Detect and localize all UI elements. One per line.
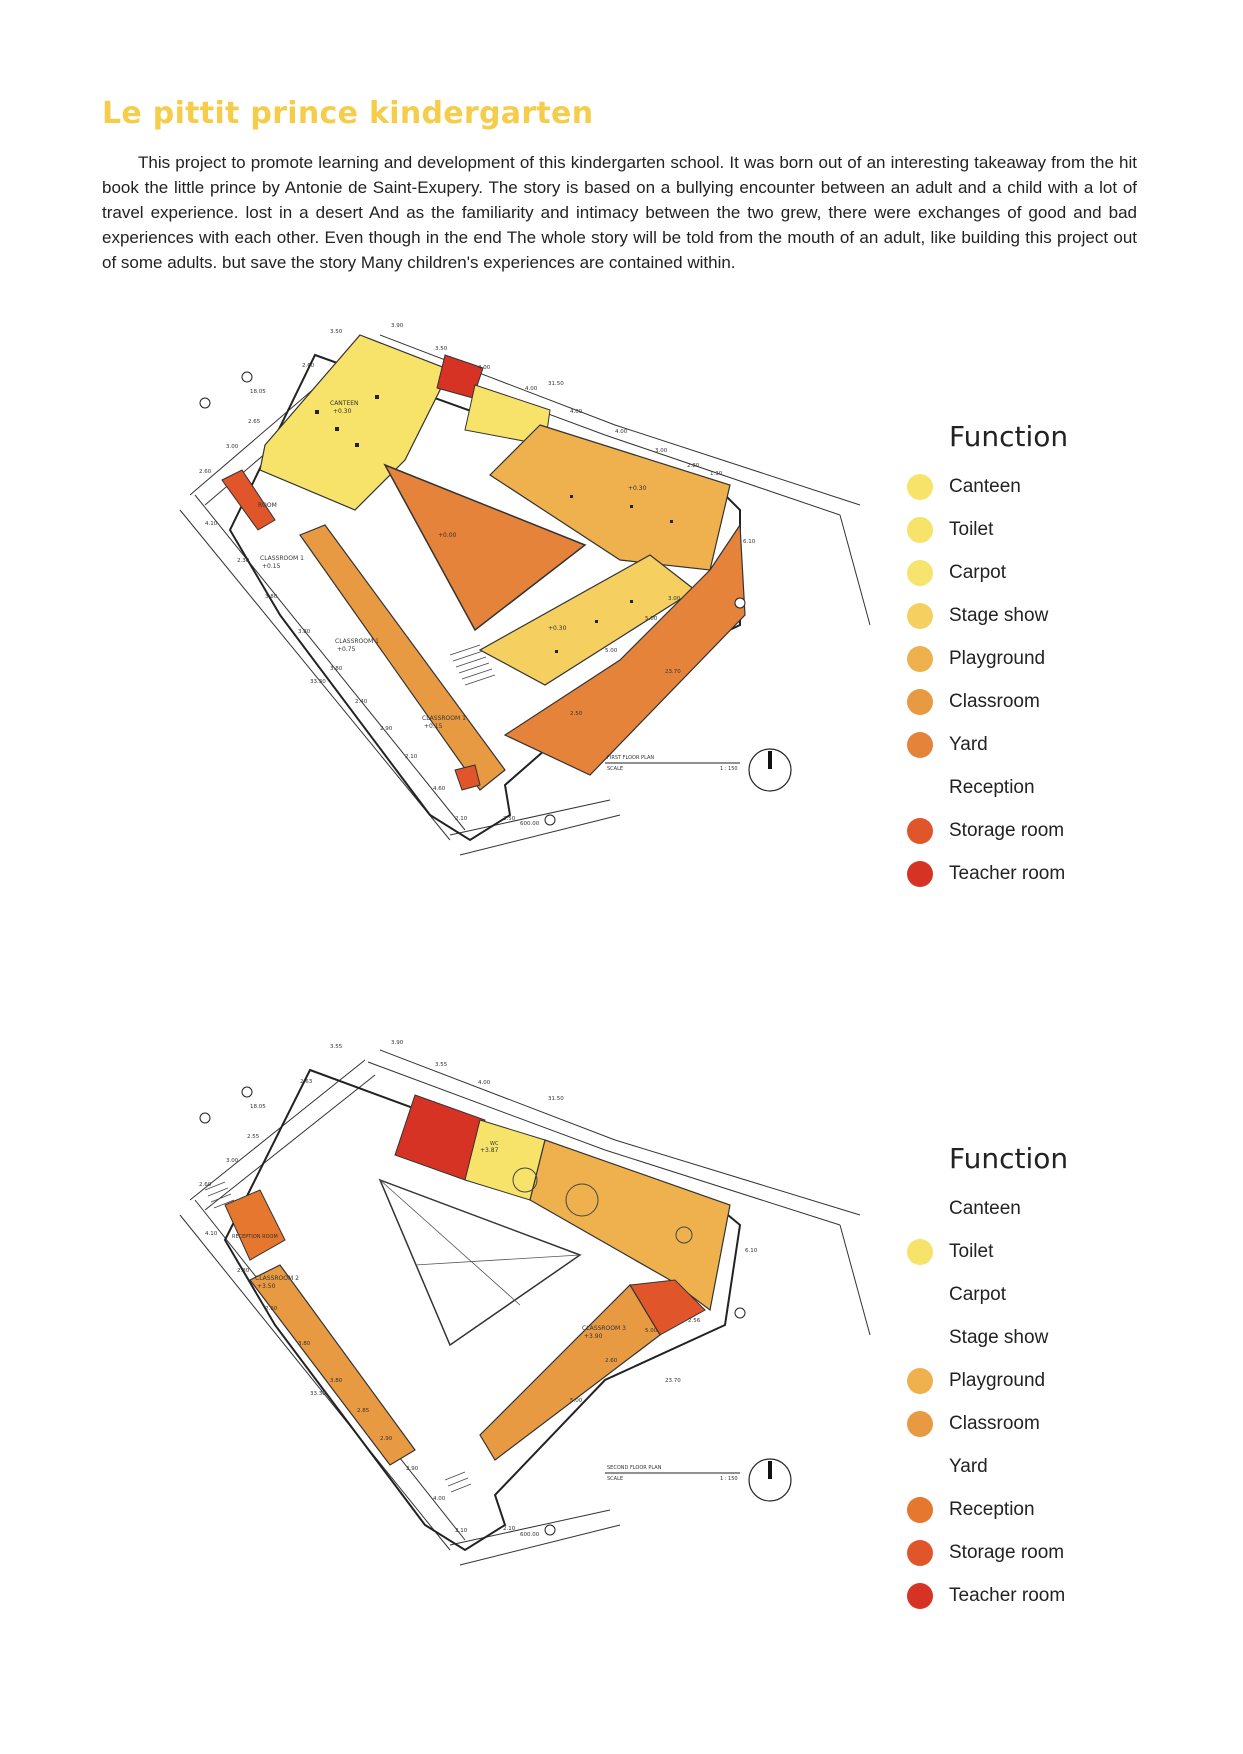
stage-level: +0.30 bbox=[548, 625, 567, 632]
yard-level: +0.00 bbox=[438, 532, 457, 539]
teacher-level: +3.87 bbox=[480, 1147, 499, 1154]
dim-label: 2.60 bbox=[199, 469, 212, 475]
legend-swatch bbox=[907, 1583, 933, 1609]
legend-item-canteen bbox=[907, 465, 1068, 508]
dim-label: 5.00 bbox=[605, 648, 618, 654]
playground-level: +0.30 bbox=[628, 485, 647, 492]
dim-label: 6.10 bbox=[743, 539, 756, 545]
classroom-1-level: +0.15 bbox=[262, 563, 281, 570]
legend-title: Function bbox=[949, 1142, 1069, 1175]
legend-label: Yard bbox=[949, 733, 988, 755]
dim-label: 2.10 bbox=[455, 816, 468, 822]
classroom-3 bbox=[480, 1285, 660, 1460]
legend-label: Reception bbox=[949, 1498, 1035, 1520]
intro-paragraph bbox=[102, 150, 1137, 275]
legend-swatch bbox=[907, 474, 933, 500]
legend-first-floor bbox=[907, 420, 1068, 895]
dim-label: 2.10 bbox=[455, 1528, 468, 1534]
legend-label: Classroom bbox=[949, 1412, 1040, 1434]
legend-label: Playground bbox=[949, 1369, 1046, 1391]
dim-label: 31.50 bbox=[548, 1096, 564, 1102]
dim-label: 33.30 bbox=[310, 679, 326, 685]
dim-label: 3.80 bbox=[265, 594, 278, 600]
dim-label: 2.50 bbox=[570, 711, 583, 717]
dim-label: 2.10 bbox=[405, 754, 418, 760]
dim-label: 5.00 bbox=[645, 616, 658, 622]
legend-label: Classroom bbox=[949, 690, 1040, 712]
legend-item-teacher-room bbox=[907, 852, 1068, 895]
room-label: ROOM bbox=[258, 502, 277, 509]
dim-label: 33.30 bbox=[310, 1391, 326, 1397]
legend-item-reception bbox=[907, 1488, 1068, 1531]
teacher-room-bottom bbox=[455, 765, 480, 790]
legend-item-carpot bbox=[907, 551, 1068, 594]
legend-item-playground bbox=[907, 637, 1068, 680]
legend-swatch bbox=[907, 517, 933, 543]
dim-label: 3.80 bbox=[298, 629, 311, 635]
dim-label: 2.56 bbox=[688, 1318, 701, 1324]
legend-label: Storage room bbox=[949, 819, 1065, 841]
legend-swatch bbox=[907, 1282, 933, 1308]
page-title: Le pittit prince kindergarten bbox=[102, 96, 594, 131]
legend-title: Function bbox=[949, 420, 1069, 453]
legend-label: Stage show bbox=[949, 1326, 1049, 1348]
legend-item-storage-room bbox=[907, 1531, 1068, 1574]
dim-label: 2.65 bbox=[248, 419, 261, 425]
legend-swatch bbox=[907, 1454, 933, 1480]
legend-swatch bbox=[907, 560, 933, 586]
dim-label: 4.00 bbox=[615, 429, 628, 435]
dim-label: 4.10 bbox=[205, 1231, 218, 1237]
dim-label: 6.10 bbox=[745, 1248, 758, 1254]
legend-label: Yard bbox=[949, 1455, 988, 1477]
dim-label: 2.60 bbox=[302, 363, 315, 369]
legend-label: Toilet bbox=[949, 518, 994, 540]
legend-label: Canteen bbox=[949, 475, 1021, 497]
classroom-2 bbox=[250, 1265, 415, 1465]
dim-label: 4.00 bbox=[478, 365, 491, 371]
legend-swatch bbox=[907, 775, 933, 801]
classroom-2-label: CLASSROOM 2 bbox=[255, 1275, 299, 1282]
dim-label: 2.63 bbox=[300, 1079, 313, 1085]
classroom-2-level: +3.50 bbox=[257, 1283, 276, 1290]
dim-label: 3.80 bbox=[330, 666, 343, 672]
legend-swatch bbox=[907, 1497, 933, 1523]
dim-label: 600.00 bbox=[520, 821, 540, 827]
second-floor-plan bbox=[150, 1040, 890, 1680]
dim-label: 3.00 bbox=[226, 444, 239, 450]
legend-label: Playground bbox=[949, 647, 1046, 669]
legend-swatch bbox=[907, 1239, 933, 1265]
legend-swatch bbox=[907, 732, 933, 758]
legend-item-reception bbox=[907, 766, 1068, 809]
canteen-label: CANTEEN bbox=[330, 400, 359, 407]
plan2-caption: SECOND FLOOR PLAN bbox=[607, 1465, 662, 1471]
canteen-level: +0.30 bbox=[333, 408, 352, 415]
plan2-scale-label: SCALE bbox=[607, 1476, 624, 1482]
dim-label: 3.90 bbox=[391, 1040, 404, 1046]
legend-item-carpot bbox=[907, 1273, 1068, 1316]
dim-label: 23.70 bbox=[665, 669, 681, 675]
classroom-1-label: CLASSROOM 1 bbox=[260, 555, 304, 562]
intro-text: This project to promote learning and development of this kindergarten school. It was born out of an interesting takeaway from the hit book the little prince by Antonie de Saint-Exupery. The story is based on a bullying encounter between an adult and a child with a lot of travel experience. lost in a desert And as the familiarity and intimacy between the two grew, there were exchanges of good and bad experiences with each other. Even though in the end The whole story will be told from the mouth of an adult, like building this project out of some adults. but save the story Many children's experiences are contained within. bbox=[102, 153, 1137, 272]
legend-item-stage-show bbox=[907, 1316, 1068, 1359]
dim-label: 2.40 bbox=[355, 699, 368, 705]
legend-item-canteen bbox=[907, 1187, 1068, 1230]
dim-label: 3.90 bbox=[391, 323, 404, 329]
dim-label: 3.80 bbox=[330, 1378, 343, 1384]
north-arrow-needle-icon bbox=[768, 1461, 772, 1479]
legend-second-floor bbox=[907, 1142, 1068, 1617]
classroom-2-level: +0.75 bbox=[337, 646, 356, 653]
classroom-3-label: CLASSROOM 3 bbox=[582, 1325, 626, 1332]
dim-label: 4.00 bbox=[478, 1080, 491, 1086]
dim-label: 4.00 bbox=[525, 386, 538, 392]
legend-swatch bbox=[907, 1411, 933, 1437]
legend-item-classroom bbox=[907, 680, 1068, 723]
legend-item-yard bbox=[907, 723, 1068, 766]
dim-label: 2.60 bbox=[265, 1306, 278, 1312]
dim-label: 5.00 bbox=[645, 1328, 658, 1334]
legend-swatch bbox=[907, 646, 933, 672]
dim-label: 2.30 bbox=[237, 1268, 250, 1274]
legend-swatch bbox=[907, 603, 933, 629]
reception-label: RECEPTION ROOM bbox=[232, 1234, 278, 1240]
dim-label: 4.60 bbox=[433, 786, 446, 792]
dim-label: 23.70 bbox=[665, 1378, 681, 1384]
dim-label: 2.30 bbox=[237, 558, 250, 564]
legend-label: Reception bbox=[949, 776, 1035, 798]
classroom-3-level: +3.90 bbox=[584, 1333, 603, 1340]
first-floor-plan bbox=[150, 315, 890, 965]
legend-label: Canteen bbox=[949, 1197, 1021, 1219]
dim-label: 5.00 bbox=[570, 1398, 583, 1404]
classroom-3-label: CLASSROOM 1 bbox=[422, 715, 466, 722]
legend-label: Teacher room bbox=[949, 1584, 1066, 1606]
wc-label: WC bbox=[490, 1141, 499, 1147]
dim-label: 3.00 bbox=[668, 596, 681, 602]
dim-label: 4.10 bbox=[205, 521, 218, 527]
dim-label: 600.00 bbox=[520, 1532, 540, 1538]
dim-label: 3.50 bbox=[330, 329, 343, 335]
dim-label: 2.90 bbox=[380, 726, 393, 732]
dim-label: 2.90 bbox=[380, 1436, 393, 1442]
legend-label: Stage show bbox=[949, 604, 1049, 626]
dim-label: 2.60 bbox=[605, 1358, 618, 1364]
legend-swatch bbox=[907, 1196, 933, 1222]
legend-swatch bbox=[907, 861, 933, 887]
dim-label: 3.50 bbox=[435, 346, 448, 352]
plan1-scale-label: SCALE bbox=[607, 766, 624, 772]
legend-swatch bbox=[907, 1368, 933, 1394]
legend-swatch bbox=[907, 1540, 933, 1566]
dim-label: 31.50 bbox=[548, 381, 564, 387]
legend-swatch bbox=[907, 818, 933, 844]
dim-label: 3.55 bbox=[435, 1062, 448, 1068]
dim-label: 4.00 bbox=[433, 1496, 446, 1502]
dim-label: 4.00 bbox=[570, 409, 583, 415]
classroom-2-label: CLASSROOM 1 bbox=[335, 638, 379, 645]
dim-label: 18.05 bbox=[250, 389, 266, 395]
dim-label: 2.90 bbox=[406, 1466, 419, 1472]
dim-label: 1.30 bbox=[710, 471, 723, 477]
legend-item-storage-room bbox=[907, 809, 1068, 852]
dim-label: 2.10 bbox=[503, 1526, 516, 1532]
dim-label: 18.05 bbox=[250, 1104, 266, 1110]
dim-label: 2.55 bbox=[247, 1134, 260, 1140]
north-arrow-needle-icon bbox=[768, 751, 772, 769]
legend-item-playground bbox=[907, 1359, 1068, 1402]
dim-label: 3.00 bbox=[226, 1158, 239, 1164]
legend-item-teacher-room bbox=[907, 1574, 1068, 1617]
legend-label: Toilet bbox=[949, 1240, 994, 1262]
legend-item-classroom bbox=[907, 1402, 1068, 1445]
legend-item-stage-show bbox=[907, 594, 1068, 637]
legend-swatch bbox=[907, 689, 933, 715]
dim-label: 3.55 bbox=[330, 1044, 343, 1050]
legend-label: Carpot bbox=[949, 1283, 1007, 1305]
classroom-3-level: +0.15 bbox=[424, 723, 443, 730]
legend-item-toilet bbox=[907, 1230, 1068, 1273]
dim-label: 2.80 bbox=[687, 463, 700, 469]
storage-room-left bbox=[222, 470, 275, 530]
plan2-scale-value: 1 : 150 bbox=[720, 1476, 738, 1482]
legend-swatch bbox=[907, 1325, 933, 1351]
dim-label: 2.60 bbox=[199, 1182, 212, 1188]
legend-item-toilet bbox=[907, 508, 1068, 551]
dim-label: 3.00 bbox=[655, 448, 668, 454]
legend-item-yard bbox=[907, 1445, 1068, 1488]
legend-label: Carpot bbox=[949, 561, 1007, 583]
legend-label: Storage room bbox=[949, 1541, 1065, 1563]
legend-label: Teacher room bbox=[949, 862, 1066, 884]
plan1-caption: FIRST FLOOR PLAN bbox=[607, 755, 655, 761]
dim-label: 2.50 bbox=[503, 816, 516, 822]
dim-label: 2.85 bbox=[357, 1408, 370, 1414]
dim-label: 3.80 bbox=[298, 1341, 311, 1347]
plan1-scale-value: 1 : 150 bbox=[720, 766, 738, 772]
